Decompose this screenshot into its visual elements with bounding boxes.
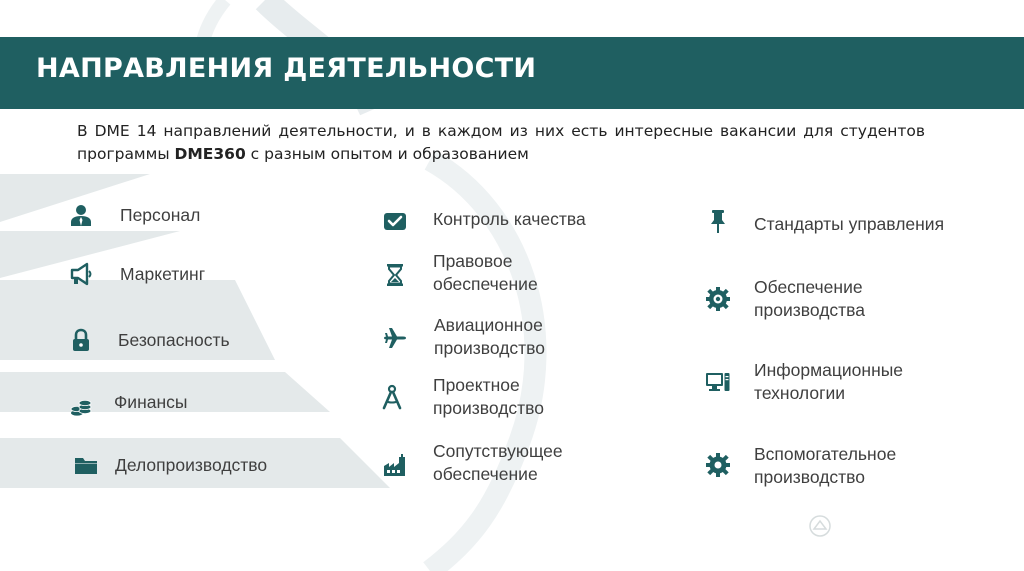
program-name: DME360 — [174, 145, 246, 163]
direction-label: Делопроизводство — [115, 455, 268, 475]
lock-icon — [66, 325, 96, 355]
gear-circle-icon — [703, 284, 733, 314]
direction-label: производство — [434, 338, 545, 358]
page-title: НАПРАВЛЕНИЯ ДЕЯТЕЛЬНОСТИ — [36, 53, 537, 84]
intro-line: с разным опытом и образованием — [245, 145, 529, 163]
coins-icon — [66, 391, 96, 421]
computer-icon — [703, 367, 733, 397]
direction-label: технологии — [754, 383, 846, 403]
direction-label: Проектное — [433, 375, 520, 395]
logo-watermark-icon — [808, 514, 832, 538]
direction-label: обеспечение — [433, 274, 538, 294]
direction-label: Сопутствующее — [433, 441, 563, 461]
hourglass-icon — [380, 260, 410, 290]
direction-label: Авиационное — [434, 315, 543, 335]
direction-label: Финансы — [114, 392, 188, 412]
compass-icon — [377, 382, 407, 412]
pin-icon — [703, 206, 733, 236]
intro-text — [77, 120, 925, 166]
person-icon — [66, 200, 96, 230]
direction-label: производства — [754, 300, 865, 320]
direction-label: производство — [754, 467, 865, 487]
folder-icon — [71, 450, 101, 480]
factory-icon — [380, 450, 410, 480]
direction-label: Маркетинг — [120, 264, 206, 284]
direction-label: Безопасность — [118, 330, 230, 350]
direction-label: Правовое — [433, 251, 513, 271]
direction-label: Обеспечение — [754, 277, 863, 297]
megaphone-icon — [66, 259, 96, 289]
intro-line: В DME 14 направлений деятельности, и в каждом из них есть интересные вакансии для студентов программы — [77, 122, 925, 163]
direction-label: обеспечение — [433, 464, 538, 484]
direction-label: Информационные — [754, 360, 904, 380]
direction-label: Персонал — [120, 205, 201, 225]
gear-icon — [703, 450, 733, 480]
direction-label: Стандарты управления — [754, 214, 945, 234]
direction-label: Вспомогательное — [754, 444, 897, 464]
direction-label: производство — [433, 398, 544, 418]
airplane-icon — [380, 323, 410, 353]
direction-label: Контроль качества — [433, 209, 586, 229]
checkbox-icon — [380, 206, 410, 236]
